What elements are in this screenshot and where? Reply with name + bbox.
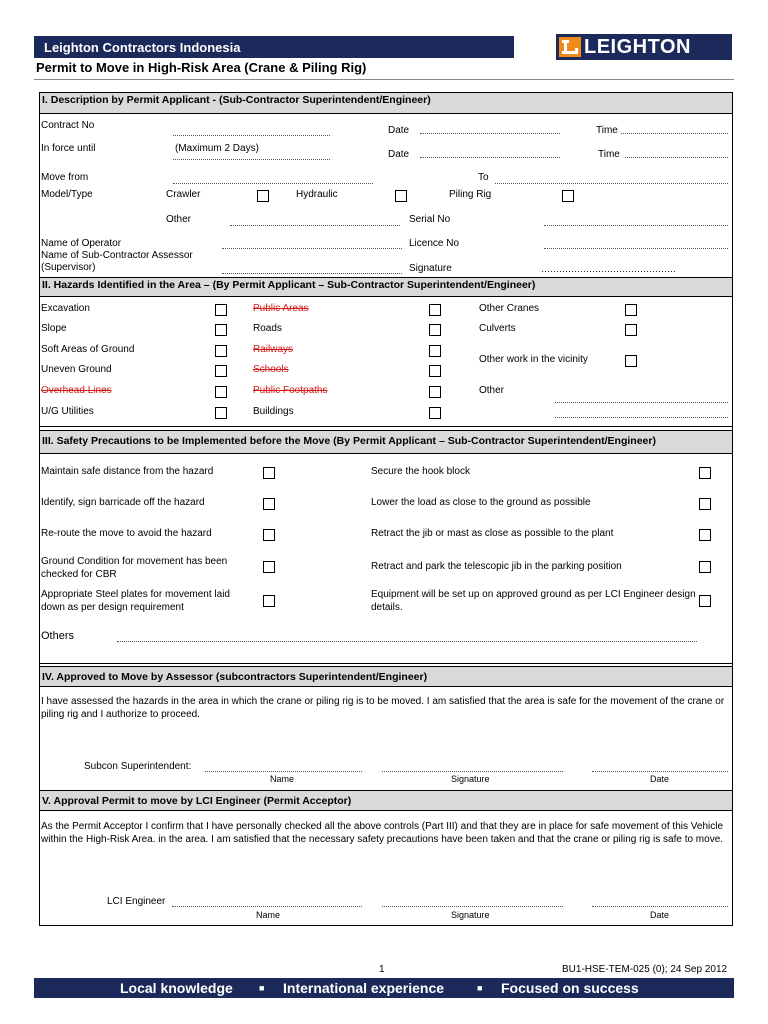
date-field-2[interactable] <box>420 157 560 158</box>
precaution-checkbox[interactable] <box>263 561 275 573</box>
crawler-label: Crawler <box>166 189 201 200</box>
lci-signature-caption: Signature <box>451 910 490 920</box>
other-label: Other <box>166 214 192 225</box>
hazard-schools: Schools <box>253 364 289 375</box>
section-3-top-rule <box>39 426 733 427</box>
to-label: To <box>478 172 489 183</box>
section-5-heading: V. Approval Permit to move by LCI Engineer (Permit Acceptor) <box>39 790 733 811</box>
hazard-checkbox[interactable] <box>215 345 227 357</box>
time-label-2: Time <box>598 149 620 160</box>
subcon-signature-field[interactable] <box>382 771 563 772</box>
model-type-label: Model/Type <box>41 189 93 200</box>
page-number: 1 <box>379 964 385 975</box>
contract-no-field[interactable] <box>173 135 330 136</box>
others-label: Others <box>41 630 75 642</box>
hazard-railways: Railways <box>253 344 294 355</box>
hazard-uneven-ground: Uneven Ground <box>41 364 112 375</box>
move-from-label: Move from <box>41 172 89 183</box>
hazard-roads: Roads <box>253 323 282 334</box>
lci-date-caption: Date <box>650 910 670 920</box>
company-banner <box>34 36 514 58</box>
operator-label: Name of Operator <box>41 238 122 249</box>
slogan-bullet-icon: ■ <box>259 983 265 993</box>
hazard-public-footpaths: Public Footpaths <box>253 385 328 396</box>
subcon-name-caption: Name <box>270 774 295 784</box>
other-type-field[interactable] <box>230 225 400 226</box>
slogan-focused-on-success: Focused on success <box>501 980 639 996</box>
lci-date-field[interactable] <box>592 906 728 907</box>
section-4-statement: I have assessed the hazards in the area in which the crane or piling rig is to be moved. I am satisfied that the area is safe for the movement of the crane or piling rig and I authorize to proceed. <box>41 696 725 720</box>
subcon-signature-caption: Signature <box>451 774 490 784</box>
supervisor-label: (Supervisor) <box>41 262 96 273</box>
move-from-field[interactable] <box>173 183 373 184</box>
precaution-left-4: Ground Condition for movement has been checked for CBR <box>41 556 228 580</box>
precaution-right-5: Equipment will be set up on approved ground as per LCI Engineer design details. <box>371 589 696 613</box>
piling-rig-checkbox[interactable] <box>562 190 574 202</box>
precaution-checkbox[interactable] <box>263 595 275 607</box>
precaution-left-3: Re-route the move to avoid the hazard <box>41 528 212 539</box>
signature-label: Signature <box>409 263 452 274</box>
precaution-checkbox[interactable] <box>699 561 711 573</box>
time-field-1[interactable] <box>621 133 728 134</box>
others-field[interactable] <box>117 641 697 642</box>
signature-dots[interactable]: ……………………………………… <box>541 264 676 274</box>
precaution-right-2: Lower the load as close to the ground as possible <box>371 497 591 508</box>
footer-slogan-bar <box>34 978 734 998</box>
hazard-other-work: Other work in the vicinity <box>479 354 588 365</box>
hazard-checkbox[interactable] <box>215 304 227 316</box>
to-field[interactable] <box>495 183 728 184</box>
precaution-checkbox[interactable] <box>263 498 275 510</box>
hazard-checkbox[interactable] <box>215 386 227 398</box>
date-field-1[interactable] <box>420 133 560 134</box>
precaution-checkbox[interactable] <box>263 467 275 479</box>
precaution-checkbox[interactable] <box>263 529 275 541</box>
piling-rig-label: Piling Rig <box>449 189 492 200</box>
slogan-international-experience: International experience <box>283 980 445 996</box>
hazard-checkbox[interactable] <box>215 407 227 419</box>
subcon-date-caption: Date <box>650 774 670 784</box>
hazard-buildings: Buildings <box>253 406 294 417</box>
section-2-heading: II. Hazards Identified in the Area – (By Permit Applicant – Sub-Contractor Superintendent/Engineer) <box>39 277 733 297</box>
hydraulic-checkbox[interactable] <box>395 190 407 202</box>
date-label-2: Date <box>388 149 410 160</box>
assessor-label: Name of Sub-Contractor Assessor <box>41 250 193 261</box>
slogan-local-knowledge: Local knowledge <box>120 980 233 996</box>
contract-no-label: Contract No <box>41 120 95 131</box>
hazard-checkbox[interactable] <box>429 386 441 398</box>
serial-no-field[interactable] <box>544 225 728 226</box>
hazard-ug-utilities: U/G Utilities <box>41 406 94 417</box>
slogan-bullet-icon: ■ <box>477 983 483 993</box>
precaution-checkbox[interactable] <box>699 467 711 479</box>
hazard-checkbox[interactable] <box>215 324 227 336</box>
subcon-superintendent-label: Subcon Superintendent: <box>84 761 192 772</box>
licence-no-label: Licence No <box>409 238 460 249</box>
precaution-checkbox[interactable] <box>699 595 711 607</box>
leighton-logo <box>556 34 732 60</box>
lci-name-field[interactable] <box>172 906 362 907</box>
hazard-culverts: Culverts <box>479 323 516 334</box>
section-5-statement: As the Permit Acceptor I confirm that I have personally checked all the above controls (Part III) and that they are in place for safe movement of this Vehicle within the High-Risk Area. in the area. I am satisfied that the necessary safety precautions have been taken and that the crane or piling rig is safe to move. <box>41 821 724 845</box>
hazard-overhead-lines: Overhead Lines <box>41 385 112 396</box>
hazard-checkbox[interactable] <box>429 324 441 336</box>
hazard-public-areas: Public Areas <box>253 303 309 314</box>
precaution-right-1: Secure the hook block <box>371 466 470 477</box>
hazard-soft-ground: Soft Areas of Ground <box>41 344 135 355</box>
section-3-heading: III. Safety Precautions to be Implemented before the Move (By Permit Applicant – Sub-Contractor Superintendent/Engineer) <box>39 430 733 454</box>
date-label-1: Date <box>388 125 410 136</box>
hazard-checkbox[interactable] <box>215 365 227 377</box>
time-field-2[interactable] <box>625 157 728 158</box>
title-rule <box>34 79 734 80</box>
hazard-checkbox[interactable] <box>429 365 441 377</box>
hazard-checkbox[interactable] <box>625 304 637 316</box>
leighton-logo-icon <box>559 37 581 57</box>
hazard-other-field[interactable] <box>555 417 728 418</box>
hazard-excavation: Excavation <box>41 303 90 314</box>
lci-engineer-label: LCI Engineer <box>107 896 166 907</box>
precaution-right-3: Retract the jib or mast as close as possible to the plant <box>371 528 614 539</box>
licence-no-field[interactable] <box>544 248 728 249</box>
crawler-checkbox[interactable] <box>257 190 269 202</box>
in-force-field[interactable] <box>173 159 330 160</box>
subcon-name-field[interactable] <box>205 771 362 772</box>
assessor-field[interactable] <box>222 273 402 274</box>
section-4-top-rule <box>39 663 733 664</box>
logo-text: LEIGHTON <box>584 36 691 58</box>
hazard-other-cranes: Other Cranes <box>479 303 540 314</box>
hazard-checkbox[interactable] <box>429 345 441 357</box>
precaution-left-1: Maintain safe distance from the hazard <box>41 466 214 477</box>
operator-field[interactable] <box>222 248 402 249</box>
section-4-heading: IV. Approved to Move by Assessor (subcontractors Superintendent/Engineer) <box>39 666 733 687</box>
hazard-checkbox[interactable] <box>429 407 441 419</box>
time-label-1: Time <box>596 125 618 136</box>
precaution-left-2: Identify, sign barricade off the hazard <box>41 497 205 508</box>
precaution-left-5: Appropriate Steel plates for movement laid down as per design requirement <box>41 589 230 613</box>
max-days-note: (Maximum 2 Days) <box>175 143 259 154</box>
section-1-heading: I. Description by Permit Applicant - (Sub-Contractor Superintendent/Engineer) <box>39 92 733 114</box>
hazard-checkbox[interactable] <box>625 324 637 336</box>
precaution-right-4: Retract and park the telescopic jib in the parking position <box>371 561 622 572</box>
hazard-other-field[interactable] <box>555 402 728 403</box>
hydraulic-label: Hydraulic <box>296 189 338 200</box>
document-reference: BU1-HSE-TEM-025 (0); 24 Sep 2012 <box>562 964 728 975</box>
hazard-other: Other <box>479 385 505 396</box>
lci-signature-field[interactable] <box>382 906 563 907</box>
subcon-date-field[interactable] <box>592 771 728 772</box>
hazard-checkbox[interactable] <box>625 355 637 367</box>
lci-name-caption: Name <box>256 910 281 920</box>
in-force-until-label: In force until <box>41 143 96 154</box>
page-title: Permit to Move in High-Risk Area (Crane & Piling Rig) <box>36 60 367 75</box>
precaution-checkbox[interactable] <box>699 498 711 510</box>
serial-no-label: Serial No <box>409 214 451 225</box>
hazard-checkbox[interactable] <box>429 304 441 316</box>
hazard-slope: Slope <box>41 323 67 334</box>
company-name: Leighton Contractors Indonesia <box>44 40 241 55</box>
precaution-checkbox[interactable] <box>699 529 711 541</box>
